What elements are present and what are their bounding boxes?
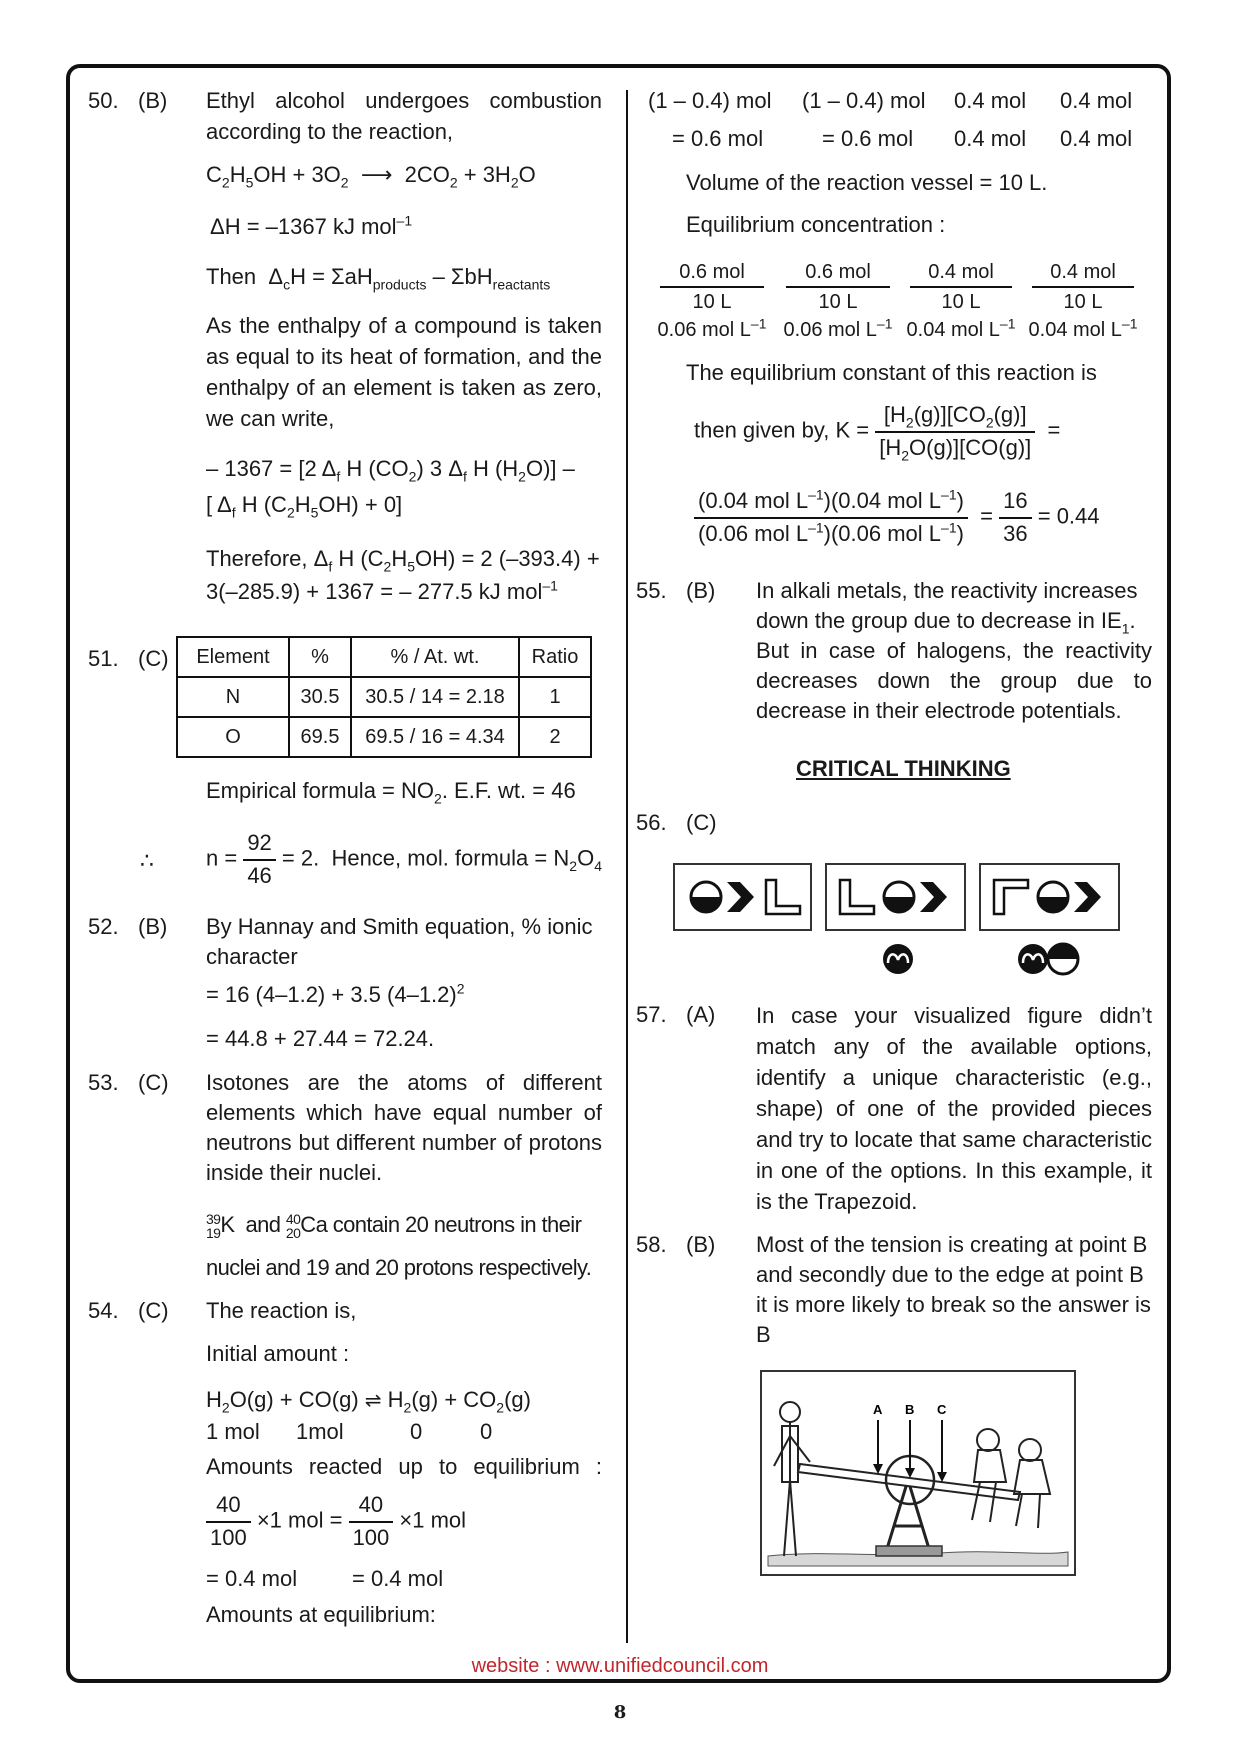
conc-denominator: 10 L (1063, 291, 1103, 313)
eq-amount-4: 0.4 mol (1060, 88, 1133, 113)
question-number: 52. (88, 914, 119, 939)
label-a: A (873, 1402, 883, 1417)
conc-value: 0.06 mol L (657, 319, 751, 341)
reacted-fractions: $\frac{40}{100}$ ×1 mol = $\frac{40}{100}$ ×1 mol (206, 1490, 466, 1554)
page-number: 8 (613, 1702, 627, 1723)
chevron-right-icon (727, 882, 754, 912)
table-header: Element (177, 637, 289, 677)
fraction: $\frac{[H_2(g)][CO_2(g)]}{[H_2O(g)][CO(g)]}$ (875, 400, 1035, 464)
eq-amount-3: 0.4 mol (954, 88, 1027, 113)
k-calculation: $\frac{(0.04 mol L^{-1})(0.04 mol L^{-1})}{(0.06 mol L^{-1})(0.06 mol L^{-1})}$ = $\frac{16}{36}$ = 0.44 (694, 486, 1100, 550)
eq-amount-value-2: = 0.6 mol (822, 126, 914, 151)
label-c: C (937, 1402, 947, 1417)
reacted-label: Amounts reacted up to equilibrium : (206, 1454, 602, 1479)
eq-amount-2: (1 – 0.4) mol (802, 88, 926, 113)
conc-denominator: 10 L (818, 291, 858, 313)
eq-amount-value-4: 0.4 mol (1060, 126, 1133, 151)
half-circle-icon (884, 882, 914, 912)
initial-amount-4: 0 (480, 1419, 493, 1444)
conc-numerator: 0.4 mol (910, 258, 1012, 288)
question-number: 50. (88, 88, 119, 113)
q50-intro: Ethyl alcohol undergoes combustion according to the reaction, (206, 88, 602, 144)
table-header: % (289, 637, 351, 677)
section-heading: CRITICAL THINKING (796, 756, 1011, 781)
hess-law-equation: Then $\Delta_cH = \Sigma aH_{products} - \Sigma bH_{reactants}$ (206, 264, 551, 293)
footer-website: website : www.unifiedcouncil.com (471, 1655, 769, 1677)
omega-circle-icon (1018, 944, 1048, 974)
answer-option: (C) (138, 1298, 169, 1323)
question-number: 54. (88, 1298, 119, 1323)
q55-text: In alkali metals, the reactivity increases down the group due to decrease in $IE_1$. But in case of halogens, the reactivity decreases down the group due to decrease in their electrode potentials. (756, 576, 1152, 726)
omega-circle-icon (883, 944, 913, 974)
concentration-h2o: 0.6 mol 10 L 0.06 mol $L^{-1}$ (650, 258, 774, 344)
q50-paragraph: As the enthalpy of a compound is taken as equal to its heat of formation, and the enthalpy of an element is taken as zero, we can write, (206, 313, 602, 431)
eq-amount-value-1: = 0.6 mol (672, 126, 764, 151)
reacted-value-2: = 0.4 mol (352, 1566, 444, 1591)
enthalpy-equation: – 1367 = [2 $\Delta_f$ H $(CO_2)$ 3 $\Delta_f$ H $(H_2O)$] – [ $\Delta_f$ H $(C_2H_5OH) + 0$] (206, 456, 575, 521)
question-number: 53. (88, 1070, 119, 1095)
element-ratio-table (176, 636, 592, 758)
isotone-example: 39 19K and 40 20Ca contain 20 neutrons in their (206, 1211, 582, 1242)
equilibrium-reaction: $H_2O(g) + CO(g)$ ⇌ $H_2(g) + CO_2(g)$ (206, 1387, 531, 1416)
combustion-equation: $C_2H_5OH + 3O_2$ ⟶ $2CO_2 + 3H_2O$ (206, 162, 536, 191)
initial-amount-label: Initial amount : (206, 1341, 350, 1366)
concentration-co: 0.6 mol 10 L 0.06 mol $L^{-1}$ (776, 258, 900, 344)
question-number: 51. (88, 646, 119, 671)
seesaw-illustration (760, 1370, 1076, 1576)
table-cell: 2 (519, 717, 591, 757)
conc-numerator: 0.6 mol (786, 258, 890, 288)
fraction: $\frac{16}{36}$ (999, 486, 1031, 550)
answer-option: (A) (686, 1002, 716, 1027)
table-cell: 69.5 / 16 = 4.34 (351, 717, 519, 757)
initial-amount-2: 1mol (296, 1419, 344, 1444)
label-b: B (905, 1402, 915, 1417)
k-expression: then given by, K = $\frac{[H_2(g)][CO_2(g)]}{[H_2O(g)][CO(g)]}$ = (694, 402, 1061, 464)
l-shape-icon (840, 880, 874, 914)
reaction-label: The reaction is, (206, 1298, 357, 1323)
fulcrum-base (876, 1546, 942, 1556)
concentration-h2: 0.4 mol 10 L 0.04 mol $L^{-1}$ (900, 258, 1022, 344)
fraction: $\frac{40}{100}$ (206, 1490, 251, 1554)
empirical-formula: Empirical formula = $NO_2$. E.F. wt. = 46 (206, 778, 576, 807)
therefore-symbol: ∴ (140, 848, 154, 873)
half-circle-icon (691, 882, 721, 912)
concentration-co2: 0.4 mol 10 L 0.04 mol $L^{-1}$ (1022, 258, 1144, 344)
molecular-formula: n = $\frac{92}{46}$ = 2. Hence, mol. formula = $N_2O_4$ (206, 828, 602, 892)
conc-denominator: 10 L (941, 291, 981, 313)
conc-numerator: 0.6 mol (660, 258, 764, 288)
table-header-row (177, 637, 591, 677)
q52-text: By Hannay and Smith equation, % ionic character (206, 914, 593, 969)
fraction: $\frac{92}{46}$ (243, 828, 275, 892)
equilibrium-amount-label: Amounts at equilibrium: (206, 1602, 436, 1627)
q57-text: In case your visualized figure didn’t match any of the available options, identify a unique characteristic (e.g., shape) of one of the provided pieces and try to locate that same characteristic in one of the options. In this example, it is the Trapezoid. (756, 1003, 1152, 1214)
initial-amount-3: 0 (410, 1419, 423, 1444)
eq-amount-1: (1 – 0.4) mol (648, 88, 772, 113)
q58-text: Most of the tension is creating at point B and secondly due to the edge at point B it is more likely to break so the answer is B (756, 1232, 1151, 1347)
half-circle-icon (1038, 882, 1068, 912)
q53-tail: nuclei and 19 and 20 protons respectively. (206, 1255, 592, 1280)
answer-option: (C) (138, 646, 169, 671)
vessel-volume: Volume of the reaction vessel = 10 L. (686, 170, 1048, 195)
question-number: 55. (636, 578, 667, 603)
reacted-value-1: = 0.4 mol (206, 1566, 298, 1591)
conc-value: 0.04 mol L (906, 319, 1000, 341)
half-circle-icon (1048, 944, 1078, 974)
answer-option: (C) (138, 1070, 169, 1095)
l-shape-icon (766, 880, 800, 914)
column-divider (626, 90, 628, 1643)
fraction: $\frac{40}{100}$ (349, 1490, 394, 1554)
flipped-l-shape-icon (994, 880, 1028, 914)
q55-text-2: But in case of halogens, the reactivity decreases down the group due to decrease in their electrode potentials. (756, 638, 1152, 723)
table-row (177, 717, 591, 757)
answer-option: (B) (686, 1232, 716, 1257)
conc-denominator: 10 L (692, 291, 732, 313)
fraction: $\frac{(0.04 mol L^{-1})(0.04 mol L^{-1})}{(0.06 mol L^{-1})(0.06 mol L^{-1})}$ (694, 486, 968, 550)
question-number: 57. (636, 1002, 667, 1027)
k-then: then given by, K = (694, 417, 870, 443)
ionic-character-result: = 44.8 + 27.44 = 72.24. (206, 1026, 435, 1051)
chevron-right-icon (1074, 882, 1101, 912)
conc-numerator: 0.4 mol (1032, 258, 1134, 288)
table-cell: O (177, 717, 289, 757)
conc-value: 0.06 mol L (783, 319, 877, 341)
q56-puzzle-figure (672, 860, 1124, 980)
table-cell: 1 (519, 677, 591, 717)
concentration-label: Equilibrium concentration : (686, 212, 946, 237)
question-number: 56. (636, 810, 667, 835)
table-header: Ratio (519, 637, 591, 677)
delta-h-value: = –1367 kJ mol (240, 214, 397, 239)
table-header: % / At. wt. (351, 637, 519, 677)
enthalpy-result: Therefore, $\Delta_f$ H $(C_2H_5OH) = 2$ (–393.4) + 3(–285.9) + 1367 = – 277.5 kJ mol$^{-1}$ (206, 546, 600, 604)
answer-option: (C) (686, 810, 717, 835)
table-cell: 69.5 (289, 717, 351, 757)
chevron-right-icon (920, 882, 947, 912)
q53-text: Isotones are the atoms of different elements which have equal number of neutrons but different number of protons inside their nuclei. (206, 1070, 602, 1185)
answer-option: (B) (138, 914, 168, 939)
k-result: = 0.44 (1037, 503, 1100, 529)
eq-amount-value-3: 0.4 mol (954, 126, 1027, 151)
table-row (177, 677, 591, 717)
k-intro: The equilibrium constant of this reaction is (686, 360, 1097, 385)
question-number: 58. (636, 1232, 667, 1257)
answer-option: (B) (138, 88, 168, 113)
answer-option: (B) (686, 578, 716, 603)
initial-amount-1: 1 mol (206, 1419, 260, 1444)
ionic-character-calc: = 16 (4–1.2) + 3.5 $(4-1.2)^2$ (206, 980, 465, 1007)
table-cell: 30.5 / 14 = 2.18 (351, 677, 519, 717)
table-cell: N (177, 677, 289, 717)
table-cell: 30.5 (289, 677, 351, 717)
delta-h-line: ΔH = –1367 kJ mol$^{-1}$ (210, 212, 413, 239)
conc-value: 0.04 mol L (1028, 319, 1122, 341)
